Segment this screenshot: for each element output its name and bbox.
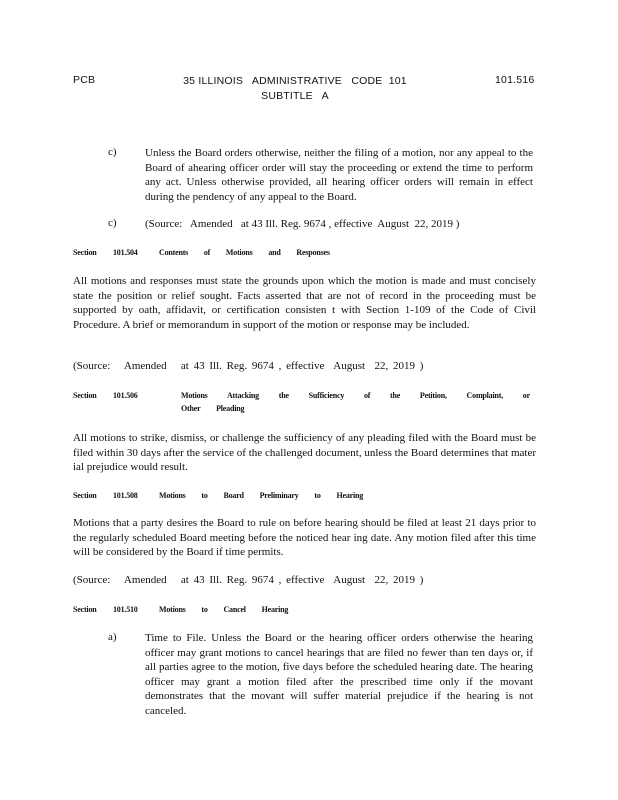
- section-body: All motions to strike, dismiss, or challenge the sufficiency of any pleading filed with the Board must be filed within 30 days after the service of the challenged document, unless the Board determines that mater ial prejudice would result.: [73, 432, 536, 473]
- header-agency: PCB: [73, 74, 96, 86]
- header-section-number: 101.516: [495, 74, 535, 86]
- header-subtitle-line: SUBTITLE A: [261, 90, 329, 102]
- item-source-note: (Source: Amended at 43 Ill. Reg. 9674 , effective August 22, 2019 ): [145, 218, 460, 230]
- section-label: Section: [73, 248, 97, 257]
- section-number: 101.506: [113, 391, 138, 400]
- section-title: Contents of Motions and Responses: [159, 248, 330, 257]
- section-title-continued: Other Pleading: [181, 404, 245, 413]
- item-marker: c): [108, 146, 117, 158]
- header-code-title: [160, 74, 430, 104]
- section-number: 101.510: [113, 605, 138, 614]
- item-text: Time to File. Unless the Board or the hearing officer orders otherwise the hearing officer may grant motions to cancel hearings that are filed no fewer than ten days or, if all parties agree to the motion, five days before the scheduled hearing date. The hearing officer may grant a motion filed after the prescribed time only if the movant demonstrates that the movant will suffer material prejudice if the hearing is not canceled.: [145, 632, 533, 717]
- section-label: Section: [73, 391, 97, 400]
- section-body: Motions that a party desires the Board to rule on before hearing should be filed at least 21 days prior to the regularly scheduled Board meeting before the noticed hear ing date. Any motion filed after this time will be considered by the Board if time permits.: [73, 517, 536, 558]
- item-marker: c): [108, 217, 117, 229]
- section-title: Motions Attacking the Sufficiency of the Petition, Complaint, or: [181, 391, 530, 400]
- item-text: Unless the Board orders otherwise, neither the filing of a motion, nor any appeal to the Board of ahearing officer order will stay the proceeding or extend the time to perform any act. Unless otherwise provided, all hearing officer orders will remain in effect during the pendency of any appeal to the Board.: [145, 147, 533, 203]
- source-note: (Source: Amended at 43 Ill. Reg. 9674 , effective August 22, 2019 ): [73, 360, 424, 372]
- section-title: Motions to Board Preliminary to Hearing: [159, 491, 364, 500]
- source-note: (Source: Amended at 43 Ill. Reg. 9674 , effective August 22, 2019 ): [73, 574, 424, 586]
- item-marker: a): [108, 631, 117, 643]
- header-code-line: 35 ILLINOIS ADMINISTRATIVE CODE 101: [183, 75, 407, 87]
- section-body: All motions and responses must state the grounds upon which the motion is made and must concisely state the position or relief sought. Facts asserted that are not of record in the proceeding must be supported by oath, affidavit, or certification consisten t with Section 1-109 of the Code of Civil Procedure. A brief or memorandum in support of the motion or response may be included.: [73, 275, 536, 331]
- section-number: 101.508: [113, 491, 138, 500]
- section-label: Section: [73, 491, 97, 500]
- section-title: Motions to Cancel Hearing: [159, 605, 289, 614]
- section-number: 101.504: [113, 248, 138, 257]
- section-label: Section: [73, 605, 97, 614]
